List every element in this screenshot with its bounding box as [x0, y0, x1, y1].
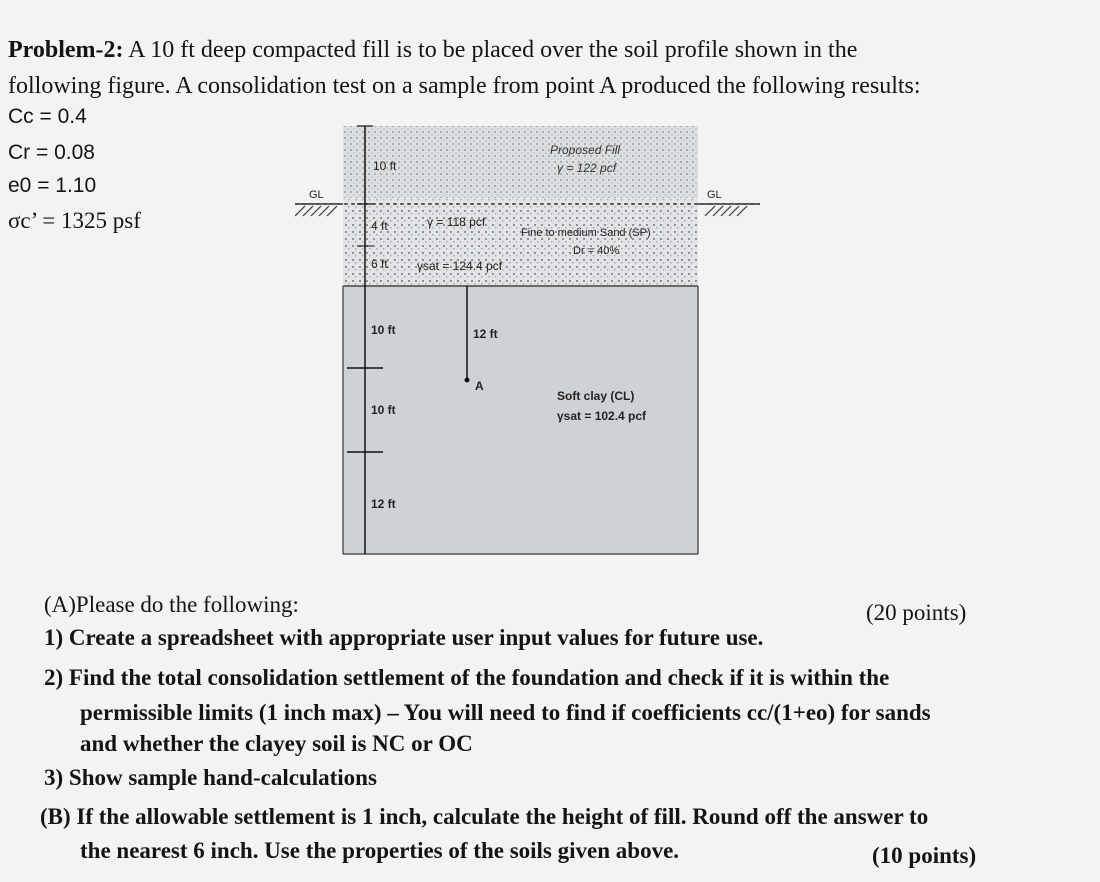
sand-gamma-sat-label: γsat = 124.4 pcf [417, 259, 503, 273]
problem-heading: Problem-2: [8, 37, 124, 63]
problem-text-1: A 10 ft deep compacted fill is to be placed over the soil profile shown in the [128, 37, 858, 63]
point-a-marker [465, 378, 470, 383]
question-2-line-2: permissible limits (1 inch max) – You will need to find if coefficients cc/(1+eo) for sands [80, 700, 931, 725]
question-3: 3) Show sample hand-calculations [44, 765, 377, 790]
param-e0: e0 = 1.10 [8, 174, 97, 197]
soil-profile-figure [295, 118, 760, 563]
clay-depth-2-label: 10 ft [371, 403, 396, 417]
question-2-line-1: 2) Find the total consolidation settlement of the foundation and check if it is within the [44, 665, 890, 690]
fill-gamma-label: γ = 122 pcf [557, 161, 617, 175]
param-cc: Cc = 0.4 [8, 105, 87, 128]
sand-layer [343, 198, 698, 286]
gl-right-label: GL [707, 189, 722, 201]
question-2-line-3: and whether the clayey soil is NC or OC [80, 731, 473, 756]
part-a-points: (20 points) [866, 600, 967, 625]
ground-hatch-left [295, 206, 337, 216]
clay-gamma-label: γsat = 102.4 pcf [557, 409, 647, 423]
sand-gamma-label: γ = 118 pcf [427, 215, 486, 229]
clay-depth-1-label: 10 ft [371, 323, 396, 337]
part-a-heading: (A)Please do the following: [44, 592, 299, 617]
sand-lower-depth-label: 6 ft [371, 257, 388, 271]
point-a-label: A [475, 379, 484, 393]
param-cr: Cr = 0.08 [8, 141, 95, 164]
fill-depth-label: 10 ft [373, 159, 397, 173]
fill-name-label: Proposed Fill [550, 143, 621, 157]
clay-depth-3-label: 12 ft [371, 497, 396, 511]
sand-upper-depth-label: 4 ft [371, 219, 388, 233]
param-sigma-c: σc’ = 1325 psf [8, 208, 141, 233]
clay-name-label: Soft clay (CL) [557, 389, 635, 403]
sand-name-label: Fine to medium Sand (SP) [521, 227, 651, 239]
part-b-points: (10 points) [872, 843, 977, 868]
problem-line-1 [8, 36, 857, 64]
ground-hatch-right [705, 206, 747, 216]
point-a-depth-label: 12 ft [473, 327, 498, 341]
problem-line-2: following figure. A consolidation test on a sample from point A produced the following results: [8, 73, 921, 99]
gl-left-label: GL [309, 189, 324, 201]
question-1: 1) Create a spreadsheet with appropriate user input values for future use. [44, 625, 764, 650]
part-b-line-1: (B) If the allowable settlement is 1 inch, calculate the height of fill. Round off the answer to [40, 804, 929, 829]
sand-dr-label: Dr = 40% [573, 245, 620, 257]
part-b-line-2: the nearest 6 inch. Use the properties of the soils given above. [80, 838, 680, 863]
